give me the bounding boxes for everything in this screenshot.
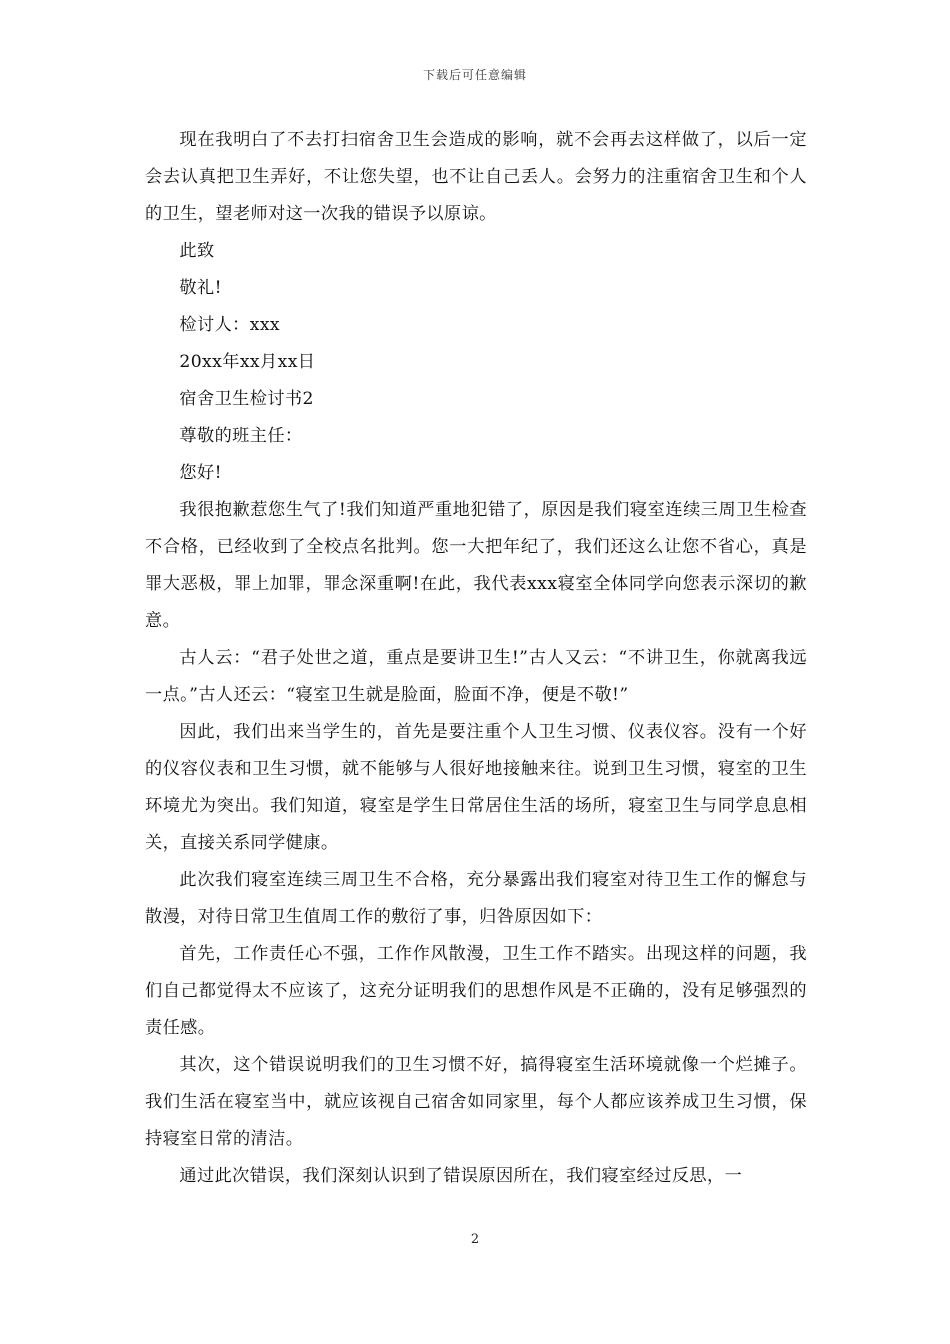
date-line: 20xx年xx月xx日 (179, 352, 316, 372)
greeting-line: 您好! (179, 463, 222, 483)
closing-salutation: 此致 (179, 241, 215, 261)
paragraph-reasons-intro: 此次我们寝室连续三周卫生不合格，充分暴露出我们寝室对待卫生工作的懈怠与散漫，对待日常卫生值周工作的敷衍了事，归咎原因如下： (145, 870, 807, 927)
closing-regards: 敬礼! (179, 278, 222, 298)
addressee-line: 尊敬的班主任： (179, 426, 303, 446)
section-title: 宿舍卫生检讨书2 (179, 389, 314, 409)
paragraph-1: 现在我明白了不去打扫宿舍卫生会造成的影响，就不会再去这样做了，以后一定会去认真把卫生弄好，不让您失望，也不让自己丢人。会努力的注重宿舍卫生和个人的卫生，望老师对这一次我的错误予以原谅。 (145, 130, 807, 224)
paragraph-reason-second: 其次，这个错误说明我们的卫生习惯不好，搞得寝室生活环境就像一个烂摊子。我们生活在寝室当中，就应该视自己宿舍如同家里，每个人都应该养成卫生习惯，保持寝室日常的清洁。 (145, 1055, 807, 1149)
page-number: 2 (470, 1232, 480, 1247)
paragraph-quotes: 古人云：“君子处世之道，重点是要讲卫生!”古人又云：“不讲卫生，你就离我远一点。”古人还云：“寝室卫生就是脸面，脸面不净，便是不敬!” (145, 648, 807, 705)
document-body (145, 122, 807, 1195)
header-note: 下载后可任意编辑 (422, 68, 527, 82)
paragraph-hygiene: 因此，我们出来当学生的，首先是要注重个人卫生习惯、仪表仪容。没有一个好的仪容仪表和卫生习惯，就不能够与人很好地接触来往。说到卫生习惯，寝室的卫生环境尤为突出。我们知道，寝室是学生日常居住生活的场所，寝室卫生与同学息息相关，直接关系同学健康。 (145, 722, 807, 853)
paragraph-reflection: 通过此次错误，我们深刻认识到了错误原因所在，我们寝室经过反思，一 (179, 1166, 743, 1186)
paragraph-apology: 我很抱歉惹您生气了!我们知道严重地犯错了，原因是我们寝室连续三周卫生检查不合格，已经收到了全校点名批判。您一大把年纪了，我们还这么让您不省心，真是罪大恶极，罪上加罪，罪念深重啊!在此，我代表xxx寝室全体同学向您表示深切的歉意。 (145, 500, 807, 631)
signature-line: 检讨人：xxx (179, 315, 281, 335)
paragraph-reason-first: 首先，工作责任心不强，工作作风散漫，卫生工作不踏实。出现这样的问题，我们自己都觉得太不应该了，这充分证明我们的思想作风是不正确的，没有足够强烈的责任感。 (145, 944, 807, 1038)
